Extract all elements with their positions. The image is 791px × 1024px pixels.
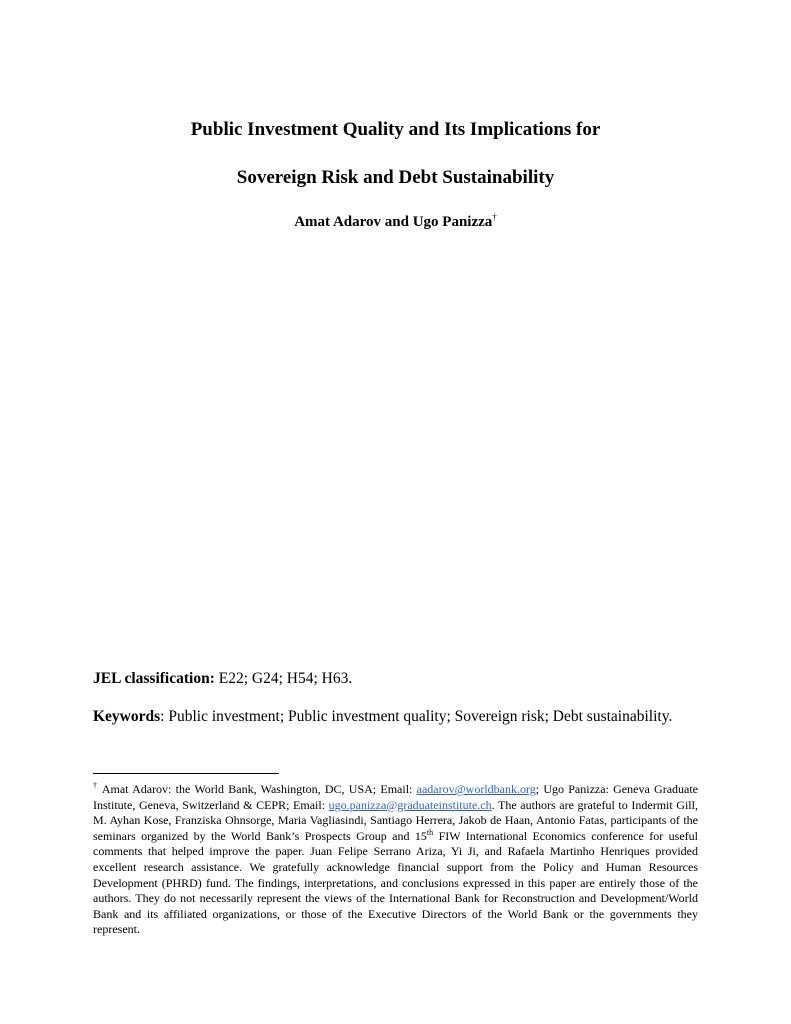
footnote-mark: † [93, 781, 99, 790]
paper-title-line-1: Public Investment Quality and Its Implications for [190, 119, 601, 140]
keywords-text: : Public investment; Public investment quality; Sovereign risk; Debt sustainability. [160, 708, 673, 725]
email-link-adarov[interactable]: aadarov@worldbank.org [416, 782, 536, 796]
footnote-text-part-4: FIW International Economics conference for useful comments that helped improve the paper. Juan Felipe Serrano Ariza, Yi Ji, and Rafaela Martinho Henriques provided excellent research assistance. We gratefully acknowledge financial support from the Policy and Human Resources Development (PHRD) fund. The findings, interpretations, and conclusions expressed in this paper are entirely those of the authors. They do not necessarily represent the views of the International Bank for Reconstruction and Development/World Bank and its affiliated organizations, or those of the Executive Directors of the World Bank or the governments they represent. [93, 828, 698, 937]
jel-label: JEL classification: [93, 670, 215, 687]
jel-classification [93, 670, 703, 688]
footnote-text-part-3: . The authors are grateful to Indermit Gill, M. Ayhan Kose, Franziska Ohnsorge, Maria Vagliasindi, Santiago Herrera, Jakob de Haan, Antonio Fatas, participants of the seminars organized by the World Bank’s Prospects Group and 15 [93, 797, 698, 843]
jel-codes: E22; G24; H54; H63. [214, 670, 353, 687]
keywords-label: Keywords [93, 708, 161, 725]
footnote-text-part-1: Amat Adarov: the World Bank, Washington, DC, USA; Email: [98, 782, 417, 796]
keywords [93, 708, 703, 726]
footnote-divider [93, 773, 279, 774]
footnote-text-part-2: ; Ugo Panizza: Geneva Graduate Institute, Geneva, Switzerland & CEPR; Email: [93, 782, 699, 812]
author-footnote-mark: † [492, 212, 497, 222]
author-names: Amat Adarov and Ugo Panizza [294, 214, 493, 230]
ordinal-suffix: th [426, 827, 434, 837]
paper-title-line-2: Sovereign Risk and Debt Sustainability [236, 167, 555, 188]
email-link-panizza[interactable]: ugo.panizza@graduateinstitute.ch [328, 797, 492, 812]
author-footnote [93, 782, 698, 938]
author-line [0, 213, 791, 231]
